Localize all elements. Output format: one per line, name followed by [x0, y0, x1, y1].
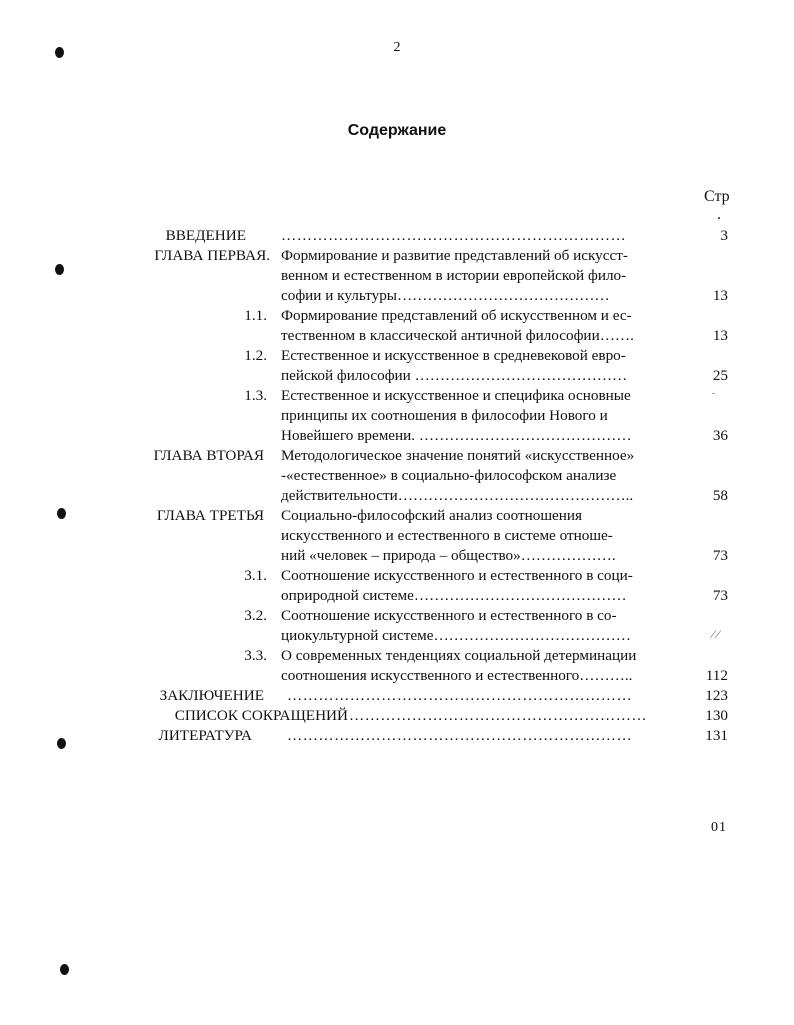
toc-entry-label: 1.1. — [244, 307, 267, 324]
toc-entry-text: софии и культуры…………………………………… — [281, 287, 610, 304]
toc-entry-text: венном и естественном в истории европейской фило- — [281, 267, 627, 284]
toc-entry[interactable] — [0, 346, 794, 366]
toc-entry-text: Естественное и искусственное и специфика основные — [281, 387, 631, 404]
toc-entry-page: 131 — [705, 727, 728, 744]
toc-entry-text: Соотношение искусственного и естественного в со- — [281, 607, 617, 624]
toc-entry-continuation — [0, 426, 794, 446]
toc-entry[interactable] — [0, 606, 794, 626]
toc-entry-label: ГЛАВА ВТОРАЯ — [153, 447, 264, 464]
toc-entry-label: 3.2. — [244, 607, 267, 624]
toc-entry-label: 3.3. — [244, 647, 267, 664]
toc-entry-text: ний «человек – природа – общество»………………. — [281, 547, 616, 564]
toc-entry[interactable] — [0, 246, 794, 266]
toc-entry-text: соотношения искусственного и естественного……….. — [281, 667, 633, 684]
toc-entry-label: ЗАКЛЮЧЕНИЕ — [159, 687, 264, 704]
toc-entry-continuation — [0, 666, 794, 686]
toc-entry[interactable] — [0, 386, 794, 406]
toc-entry-text: О современных тенденциях социальной детерминации — [281, 647, 637, 664]
toc-entry-page: 73 — [712, 547, 728, 564]
toc-entry[interactable] — [0, 226, 794, 246]
toc-entry-label: ГЛАВА ПЕРВАЯ. — [154, 247, 270, 264]
toc-entry-leader: ………………………………………………………… — [281, 227, 627, 244]
toc-entry-page: 13 — [712, 287, 728, 304]
toc-entry-text: оприродной системе…………………………………… — [281, 587, 627, 604]
toc-entry-text: принципы их соотношения в философии Нового и — [281, 407, 608, 424]
toc-entry-label: ВВЕДЕНИЕ — [165, 227, 246, 244]
toc-entry-label: СПИСОК СОКРАЩЕНИЙ — [174, 707, 348, 724]
toc-entry-text: тественном в классической античной философии……. — [281, 327, 634, 344]
toc-entry-continuation — [0, 286, 794, 306]
toc-entry-page: 36 — [712, 427, 728, 444]
toc-entry-continuation — [0, 466, 794, 486]
toc-entry[interactable] — [0, 566, 794, 586]
page-number: 2 — [393, 40, 401, 55]
toc-entry-continuation — [0, 326, 794, 346]
toc-entry-leader: ………………………………………………………… — [287, 687, 633, 704]
toc-entry-text: Формирование представлений об искусственном и ес- — [281, 307, 632, 324]
toc-entry-text: Естественное и искусственное в средневековой евро- — [281, 347, 626, 364]
toc-entry-continuation — [0, 586, 794, 606]
toc-entry[interactable] — [0, 686, 794, 706]
toc-entry-label: 1.2. — [244, 347, 267, 364]
page-title: Содержание — [347, 122, 447, 139]
toc-entry[interactable] — [0, 726, 794, 746]
toc-entry-text: Соотношение искусственного и естественного в соци- — [281, 567, 633, 584]
toc-entry[interactable] — [0, 706, 794, 726]
toc-entry-page: 3 — [720, 227, 728, 244]
toc-entry-page: 130 — [705, 707, 728, 724]
toc-entry-continuation — [0, 486, 794, 506]
toc-entry-continuation — [0, 406, 794, 426]
toc-entry[interactable] — [0, 506, 794, 526]
toc-entry-page: 58 — [712, 487, 728, 504]
toc-entry-text: Методологическое значение понятий «искусственное» — [281, 447, 635, 464]
toc-entry[interactable] — [0, 646, 794, 666]
toc-entry-page: 73 — [712, 587, 728, 604]
page-column-dot: . — [717, 206, 721, 223]
binding-hole-mark — [60, 964, 69, 975]
toc-entry-continuation — [0, 546, 794, 566]
toc-entry[interactable] — [0, 446, 794, 466]
toc-entry-page: 112 — [705, 667, 728, 684]
toc-entry-continuation — [0, 366, 794, 386]
toc-entry-text: Формирование и развитие представлений об искусст- — [281, 247, 628, 264]
binding-hole-mark — [55, 47, 64, 58]
toc-entry-continuation — [0, 526, 794, 546]
toc-entry-page: 123 — [705, 687, 728, 704]
toc-entry-label: ГЛАВА ТРЕТЬЯ — [156, 507, 264, 524]
toc-entry-page: 13 — [712, 327, 728, 344]
toc-entry-label: 3.1. — [244, 567, 267, 584]
toc-entry-leader: ………………………………………………… — [349, 707, 648, 724]
toc-entry-text: Социально-философский анализ соотношения — [281, 507, 583, 524]
page-column-label: Стр — [704, 188, 730, 205]
toc-entry-text: Новейшего времени. …………………………………… — [281, 427, 632, 444]
toc-entry-text: действительности……………………………………….. — [281, 487, 634, 504]
toc-entry[interactable] — [0, 306, 794, 326]
toc-entry-label: ЛИТЕРАТУРА — [158, 727, 252, 744]
footer-number: 01 — [711, 820, 727, 835]
toc-entry-text: циокультурной системе………………………………… — [281, 627, 631, 644]
toc-entry-text: -«естественное» в социально-философском анализе — [281, 467, 617, 484]
scan-mark: ⁄ ⁄ — [712, 627, 720, 641]
toc-entry-label: 1.3. — [244, 387, 267, 404]
scan-mark: - — [712, 388, 716, 399]
toc-entry-continuation — [0, 626, 794, 646]
toc-entry-text: пейской философии …………………………………… — [281, 367, 628, 384]
toc-entry-leader: ………………………………………………………… — [287, 727, 633, 744]
table-of-contents — [0, 226, 794, 746]
toc-entry-continuation — [0, 266, 794, 286]
toc-entry-page: 25 — [712, 367, 728, 384]
toc-entry-text: искусственного и естественного в системе отноше- — [281, 527, 613, 544]
